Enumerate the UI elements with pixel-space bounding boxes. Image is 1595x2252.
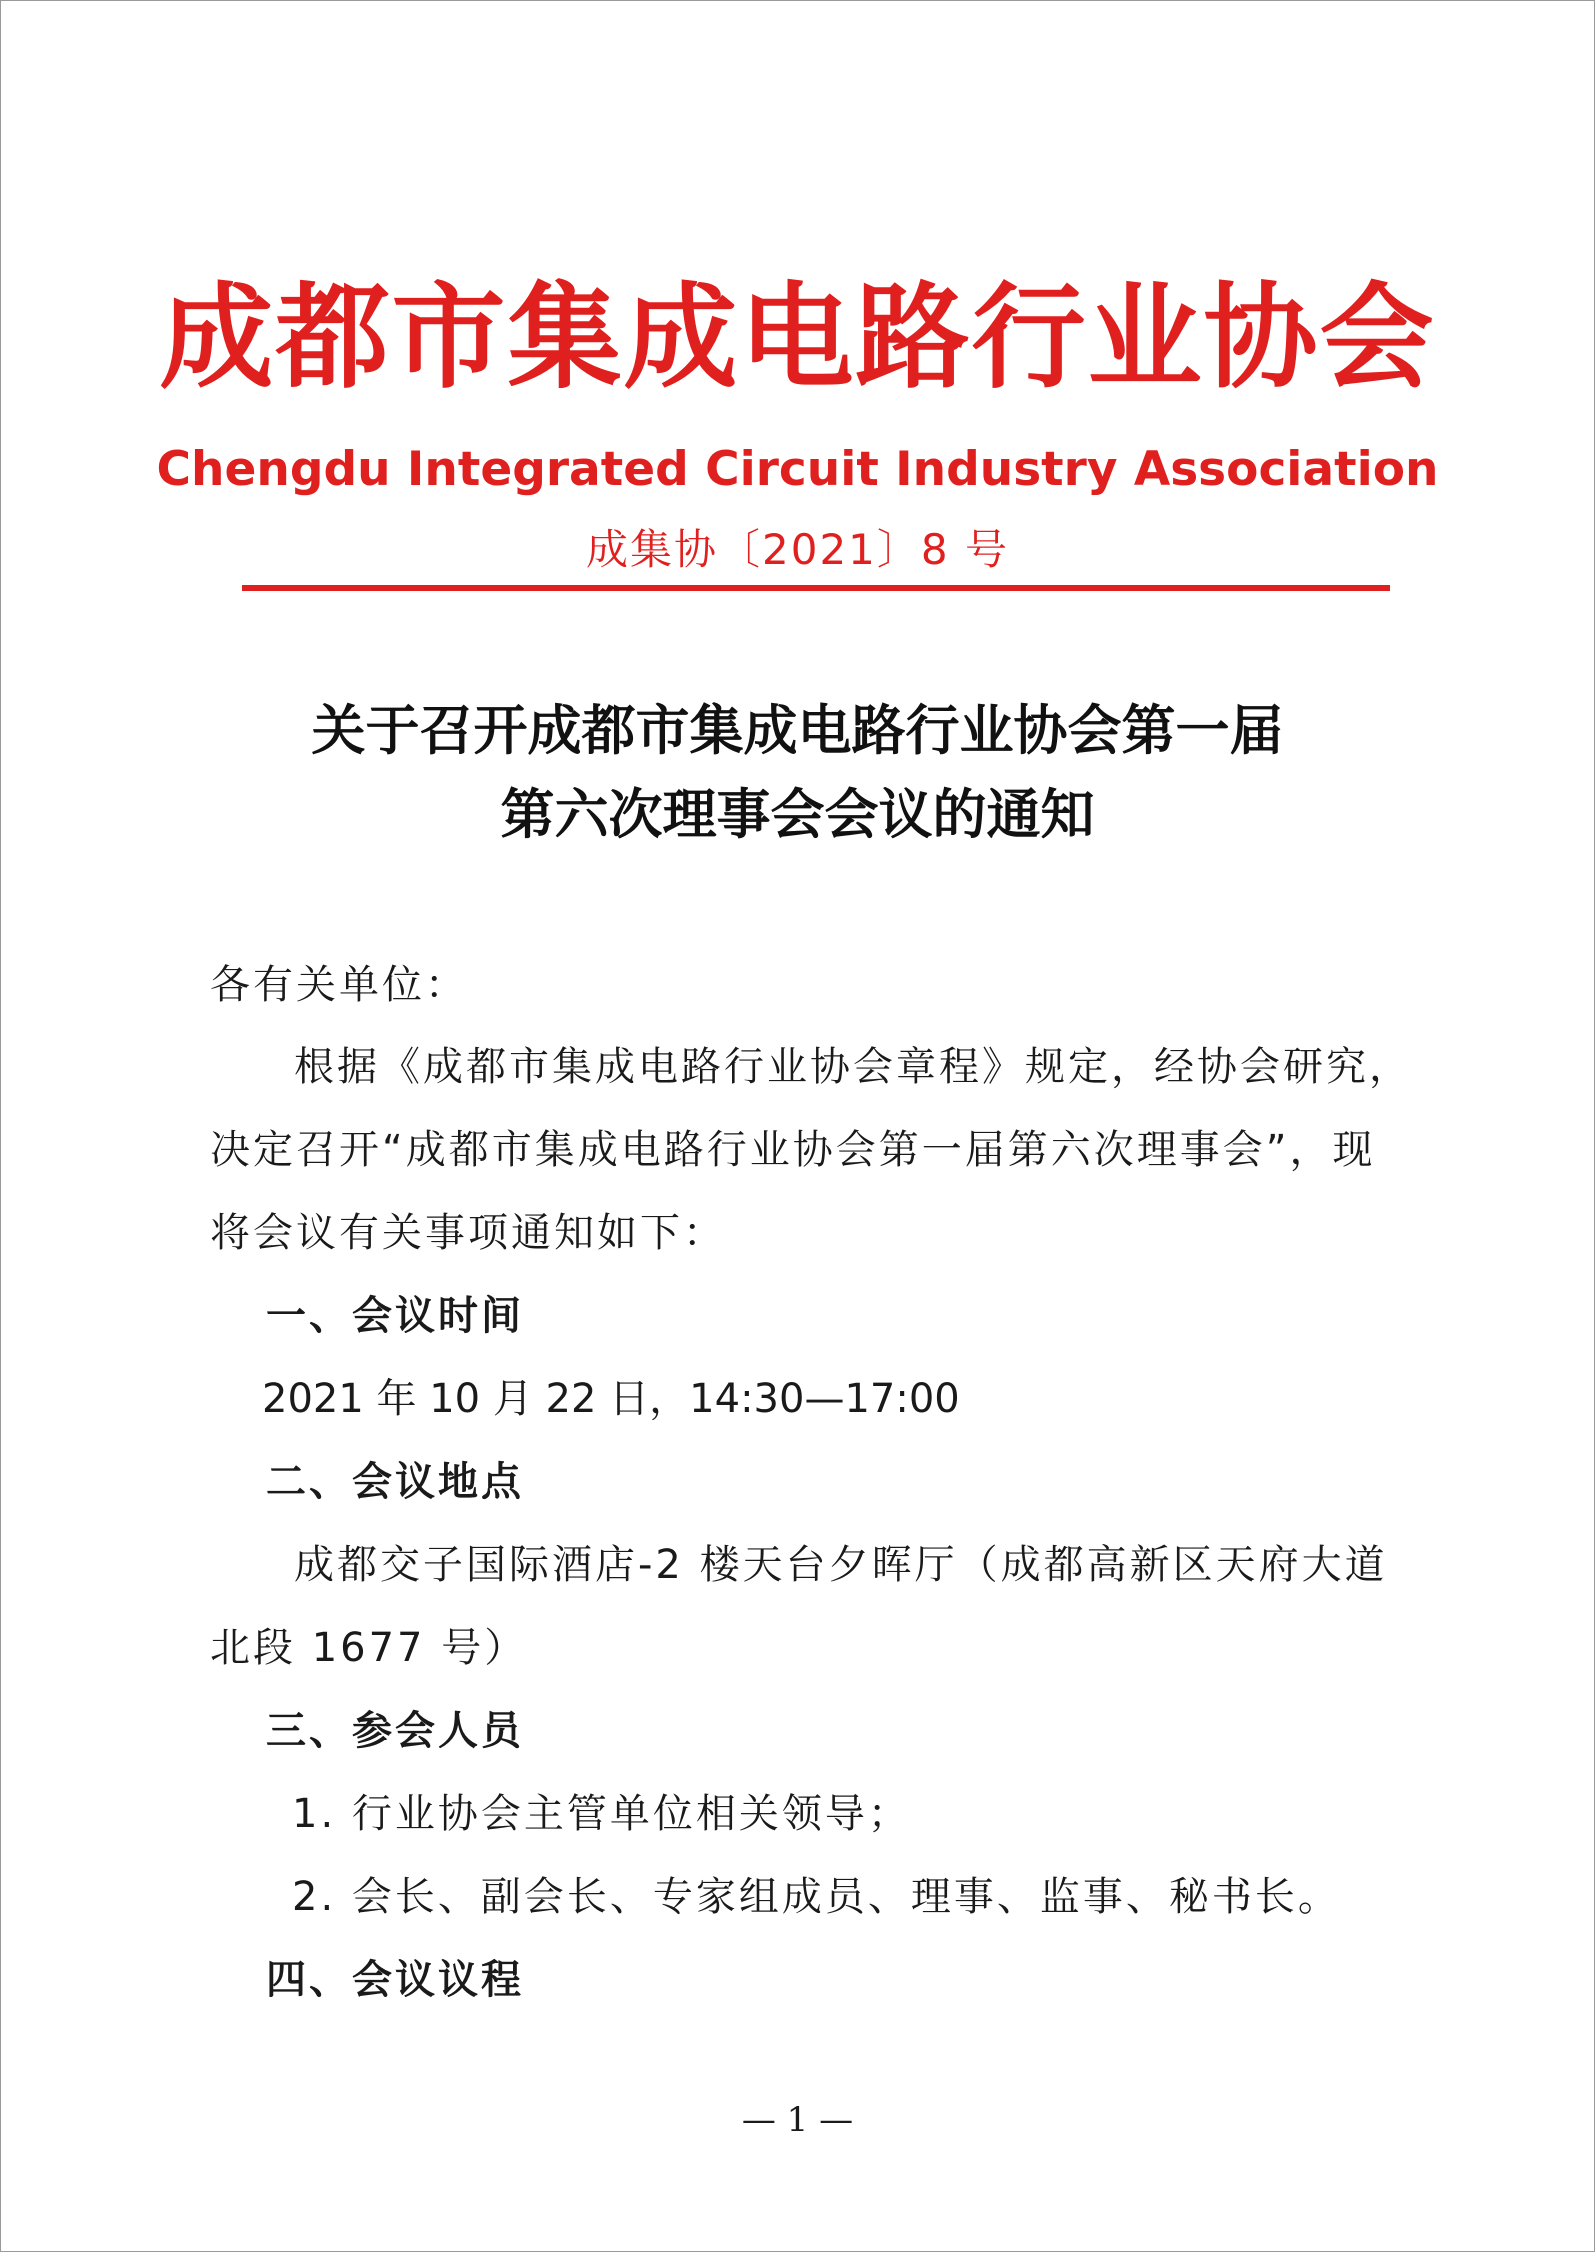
section-heading-agenda: 四、会议议程	[266, 1957, 524, 2003]
notice-title-line-1: 关于召开成都市集成电路行业协会第一届	[311, 698, 1284, 762]
salutation: 各有关单位：	[210, 962, 468, 1008]
meeting-place-line-2: 北段 1677 号）	[210, 1625, 528, 1671]
attendee-item-1: 1. 行业协会主管单位相关领导；	[292, 1791, 911, 1837]
page-number: — 1 —	[741, 2100, 854, 2140]
section-heading-time: 一、会议时间	[266, 1293, 524, 1339]
meeting-time: 2021 年 10 月 22 日，14:30—17:00	[262, 1376, 960, 1422]
meeting-place-line-1: 成都交子国际酒店-2 楼天台夕晖厅（成都高新区天府大道	[294, 1542, 1388, 1588]
section-heading-attendees: 三、参会人员	[266, 1708, 524, 1754]
intro-line-1: 根据《成都市集成电路行业协会章程》规定，经协会研究，	[294, 1044, 1412, 1090]
section-heading-place: 二、会议地点	[266, 1459, 524, 1505]
notice-title-line-2: 第六次理事会会议的通知	[500, 782, 1095, 846]
organization-name-chinese: 成都市集成电路行业协会	[159, 270, 1436, 404]
intro-line-3: 将会议有关事项通知如下：	[210, 1210, 726, 1256]
red-header-rule	[242, 585, 1390, 591]
document-number: 成集协〔2021〕8 号	[586, 525, 1009, 574]
organization-name-english: Chengdu Integrated Circuit Industry Association	[156, 442, 1439, 497]
notice-title	[0, 688, 1595, 856]
intro-line-2: 决定召开“成都市集成电路行业协会第一届第六次理事会”，现	[210, 1127, 1376, 1173]
attendee-item-2: 2. 会长、副会长、专家组成员、理事、监事、秘书长。	[292, 1874, 1341, 1920]
